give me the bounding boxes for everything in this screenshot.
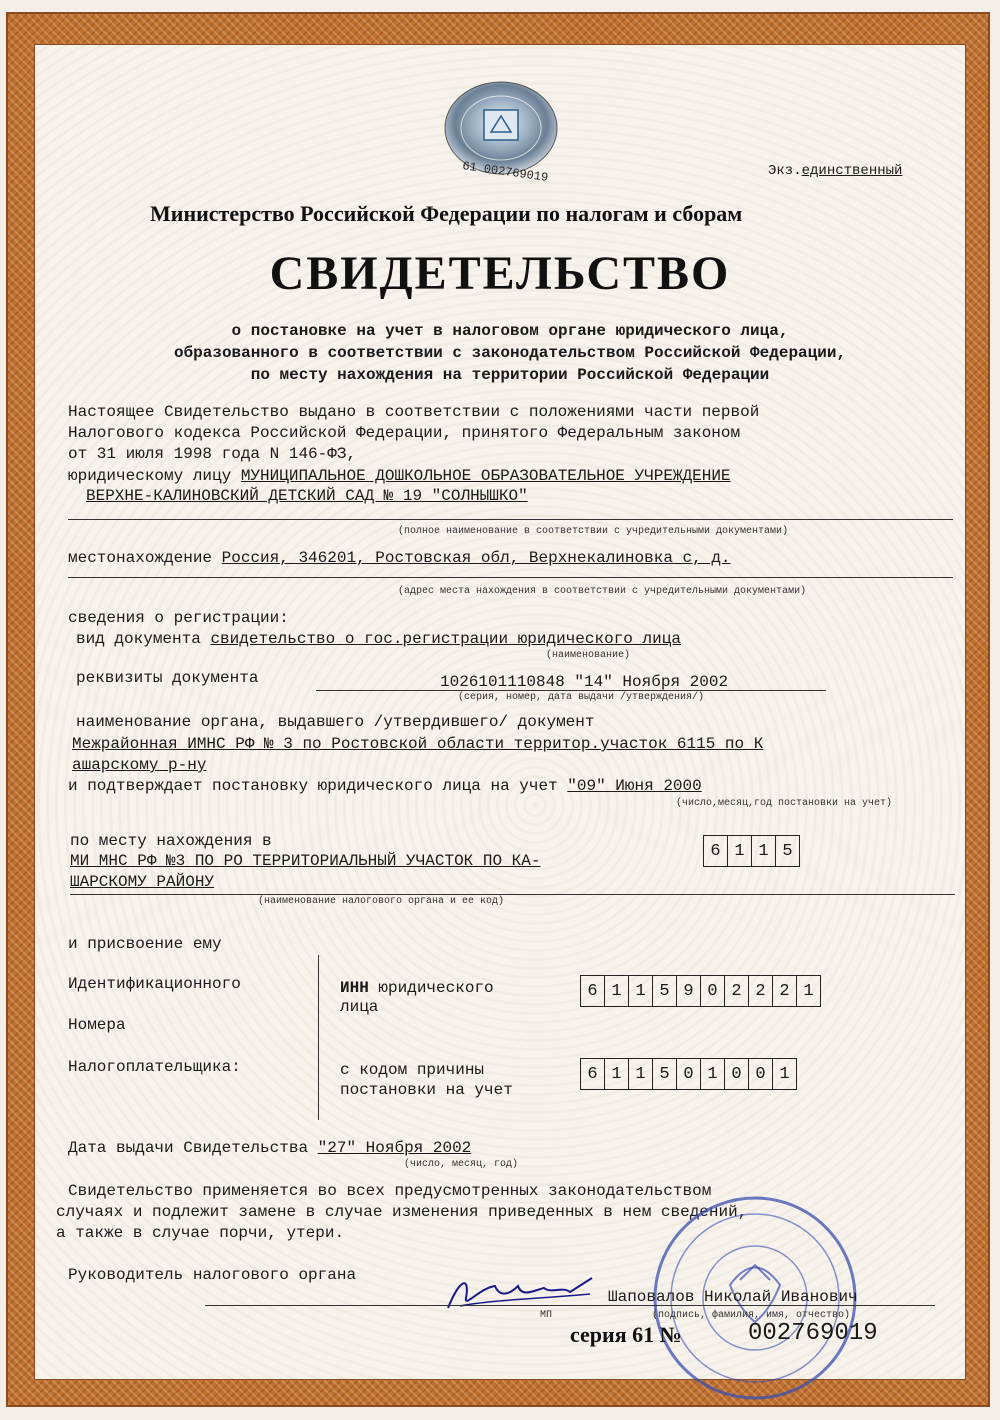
issue-label: Дата выдачи Свидетельства (68, 1139, 309, 1157)
doc-type-value: свидетельство о гос.регистрации юридического лица (210, 630, 681, 648)
code-digit: 1 (752, 836, 776, 866)
doc-type-caption: (наименование) (546, 650, 631, 661)
intro-line-3: от 31 июля 1998 года N 146-ФЗ, (68, 445, 357, 463)
kpp-digit: 6 (581, 1059, 605, 1089)
kpp-digit: 1 (629, 1059, 653, 1089)
series-label: серия 61 № (570, 1322, 682, 1347)
authority-line-1: Межрайонная ИМНС РФ № 3 по Ростовской области территор.участок 6115 по К (72, 735, 764, 753)
copy-label (768, 163, 902, 179)
subtitle-line-3: по месту нахождения на территории Российской Федерации (250, 366, 770, 384)
kpp-digit: 0 (677, 1059, 701, 1089)
tax-office-line-2: ШАРСКОМУ РАЙОНУ (70, 873, 215, 891)
inn-label-line-1 (340, 979, 494, 997)
kpp-digit: 1 (605, 1059, 629, 1089)
confirm-row (68, 777, 702, 795)
doc-type-row (76, 630, 681, 648)
kpp-boxes (580, 1058, 797, 1090)
registration-heading: сведения о регистрации: (68, 609, 289, 627)
intro-line-1: Настоящее Свидетельство выдано в соответствии с положениями части первой (68, 403, 760, 421)
document-title: СВИДЕТЕЛЬСТВО (269, 247, 731, 300)
inn-digit: 0 (701, 976, 725, 1006)
ministry-heading: Министерство Российской Федерации по налогам и сборам (150, 201, 743, 226)
inn-bold: ИНН (340, 979, 369, 997)
code-digit: 5 (782, 841, 793, 861)
assignment-divider (318, 955, 319, 1120)
code-digit: 6 (704, 836, 728, 866)
handwritten-signature-icon (440, 1268, 600, 1318)
entity-caption: (полное наименование в соответствии с учредительными документами) (398, 526, 789, 537)
copy-label-text: Экз. (768, 163, 802, 179)
inn-digit: 2 (725, 976, 749, 1006)
confirm-caption: (число,месяц,год постановки на учет) (676, 798, 893, 809)
inn-digit: 1 (605, 976, 629, 1006)
assignment-left-1: Идентификационного (68, 975, 241, 993)
entity-name-1: МУНИЦИПАЛЬНОЕ ДОШКОЛЬНОЕ ОБРАЗОВАТЕЛЬНОЕ УЧРЕЖДЕНИЕ (240, 467, 731, 485)
tax-office-label: по месту нахождения в (70, 832, 272, 850)
location-value: Россия, 346201, Ростовская обл, Верхнекалиновка с, д. (221, 549, 731, 567)
inn-text-2: лица (340, 998, 379, 1016)
authority-line-2: ашарскому р-ну (72, 756, 207, 774)
kpp-digit: 1 (779, 1064, 790, 1084)
location-row (68, 549, 731, 567)
entity-underline (68, 519, 953, 520)
certificate-body (34, 44, 966, 1380)
authority-label: наименование органа, выдавшего /утвердившего/ документ (76, 713, 595, 731)
kpp-text-1: с кодом причины (340, 1061, 485, 1079)
inn-text-1: юридического (378, 979, 494, 997)
inn-digit: 1 (629, 976, 653, 1006)
location-caption: (адрес места нахождения в соответствии с учредительными документами) (398, 586, 807, 597)
details-label: реквизиты документа (76, 669, 259, 687)
note-line-2: случаях и подлежит замене в случае изменения приведенных в нем сведений, (56, 1203, 748, 1221)
assignment-left-2: Номера (68, 1016, 126, 1034)
tax-office-code-boxes (703, 835, 800, 867)
kpp-text-2: постановки на учет (340, 1081, 513, 1099)
inn-boxes (580, 975, 821, 1007)
inn-digit: 9 (677, 976, 701, 1006)
signatory-name: Шаповалов Николай Иванович (608, 1288, 858, 1306)
kpp-digit: 0 (725, 1059, 749, 1089)
tax-office-line-1: МИ МНС РФ №3 ПО РО ТЕРРИТОРИАЛЬНЫЙ УЧАСТОК ПО КА- (70, 852, 541, 870)
doc-type-label: вид документа (76, 630, 201, 648)
intro-line-2: Налогового кодекса Российской Федерации, принятого Федеральным законом (68, 424, 741, 442)
entity-prefix: юридическому лицу (68, 467, 232, 485)
confirm-text: и подтверждает постановку юридического лица на учет (68, 777, 558, 795)
inn-digit: 5 (653, 976, 677, 1006)
subtitle-line-2: образованного в соответствии с законодательством Российской Федерации, (173, 344, 847, 362)
assignment-heading: и присвоение ему (68, 935, 222, 953)
hologram-number: 61 002769019 (461, 159, 549, 185)
location-label: местонахождение (68, 549, 213, 567)
code-digit: 1 (728, 836, 752, 866)
inn-digit: 2 (749, 976, 773, 1006)
assignment-left-3: Налогоплательщика: (68, 1058, 241, 1076)
subtitle-line-1: о постановке на учет в налоговом органе юридического лица, (231, 322, 789, 340)
signature-caption: (подпись, фамилия, имя, отчество) (652, 1310, 851, 1321)
kpp-digit: 0 (749, 1059, 773, 1089)
issue-caption: (число, месяц, год) (404, 1159, 519, 1170)
inn-digit: 2 (773, 976, 797, 1006)
mp-label: МП (540, 1310, 553, 1321)
inn-digit: 1 (803, 981, 814, 1001)
series-number: 002769019 (748, 1320, 878, 1347)
confirm-date: "09" Июня 2000 (567, 777, 702, 795)
note-line-3: а также в случае порчи, утери. (56, 1224, 345, 1242)
kpp-digit: 1 (701, 1059, 725, 1089)
location-underline (68, 577, 953, 578)
signature-role: Руководитель налогового органа (68, 1266, 357, 1284)
details-caption: (серия, номер, дата выдачи /утверждения/) (458, 692, 705, 703)
details-value: 1026101110848 "14" Ноября 2002 (440, 673, 729, 691)
issue-date-row (68, 1139, 471, 1157)
inn-digit: 6 (581, 976, 605, 1006)
entity-name-2: ВЕРХНЕ-КАЛИНОВСКИЙ ДЕТСКИЙ САД № 19 "СОЛНЫШКО" (86, 487, 528, 505)
copy-value: единственный (801, 163, 903, 179)
note-line-1: Свидетельство применяется во всех предусмотренных законодательством (68, 1182, 712, 1200)
kpp-digit: 5 (653, 1059, 677, 1089)
entity-line-1 (68, 467, 731, 485)
tax-office-caption: (наименование налогового органа и ее код) (258, 896, 505, 907)
tax-office-underline (70, 894, 955, 895)
issue-date: "27" Ноября 2002 (317, 1139, 472, 1157)
